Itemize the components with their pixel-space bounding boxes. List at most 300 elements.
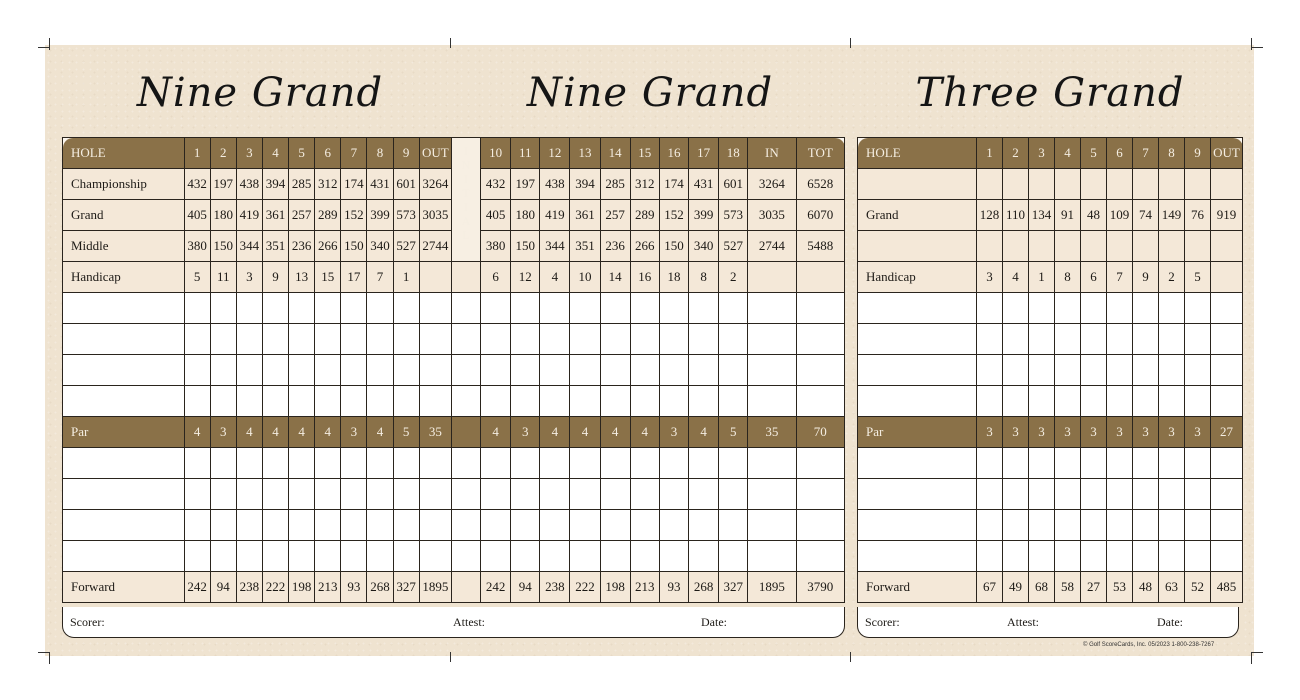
score-cell[interactable] xyxy=(210,510,236,541)
player-name-cell[interactable] xyxy=(63,448,185,479)
score-cell[interactable] xyxy=(1159,324,1185,355)
score-cell[interactable] xyxy=(719,541,748,572)
score-cell[interactable] xyxy=(511,479,540,510)
score-cell[interactable] xyxy=(341,479,367,510)
score-cell[interactable] xyxy=(367,510,393,541)
empty-cell xyxy=(1185,169,1211,200)
score-cell[interactable] xyxy=(719,386,748,417)
yardage-cell: 9 xyxy=(262,262,288,293)
score-cell[interactable] xyxy=(1003,355,1029,386)
score-cell[interactable] xyxy=(1029,541,1055,572)
score-cell[interactable] xyxy=(262,293,288,324)
score-cell[interactable] xyxy=(1029,293,1055,324)
score-cell[interactable] xyxy=(1055,541,1081,572)
score-cell[interactable] xyxy=(1081,479,1107,510)
score-cell[interactable] xyxy=(341,324,367,355)
score-cell[interactable] xyxy=(419,293,451,324)
score-cell[interactable] xyxy=(367,293,393,324)
score-cell[interactable] xyxy=(419,355,451,386)
score-cell[interactable] xyxy=(600,355,630,386)
par-cell: 3 xyxy=(659,417,688,448)
score-cell[interactable] xyxy=(600,510,630,541)
score-cell[interactable] xyxy=(719,479,748,510)
player-name-cell[interactable] xyxy=(63,386,185,417)
score-cell[interactable] xyxy=(1107,324,1133,355)
score-cell[interactable] xyxy=(315,510,341,541)
score-cell[interactable] xyxy=(1159,541,1185,572)
player-name-cell[interactable] xyxy=(63,541,185,572)
score-cell[interactable] xyxy=(689,324,719,355)
score-cell[interactable] xyxy=(570,293,600,324)
score-cell[interactable] xyxy=(1107,293,1133,324)
score-cell[interactable] xyxy=(977,479,1003,510)
score-cell[interactable] xyxy=(236,448,262,479)
score-cell[interactable] xyxy=(1029,448,1055,479)
score-cell[interactable] xyxy=(262,386,288,417)
score-cell[interactable] xyxy=(481,510,511,541)
score-cell[interactable] xyxy=(1055,479,1081,510)
score-cell[interactable] xyxy=(659,293,688,324)
score-cell[interactable] xyxy=(1133,386,1159,417)
yardage-cell: 601 xyxy=(393,169,419,200)
score-cell[interactable] xyxy=(1211,541,1243,572)
score-cell[interactable] xyxy=(540,510,570,541)
score-cell[interactable] xyxy=(600,386,630,417)
score-cell[interactable] xyxy=(289,386,315,417)
player-name-cell[interactable] xyxy=(858,386,977,417)
score-cell[interactable] xyxy=(570,386,600,417)
score-cell[interactable] xyxy=(210,541,236,572)
score-cell[interactable] xyxy=(451,293,480,324)
score-cell[interactable] xyxy=(511,448,540,479)
score-cell[interactable] xyxy=(1003,479,1029,510)
score-cell[interactable] xyxy=(1211,293,1243,324)
yardage-cell: 361 xyxy=(262,200,288,231)
score-cell[interactable] xyxy=(1185,448,1211,479)
crop-mark xyxy=(1251,38,1252,50)
score-cell[interactable] xyxy=(796,510,844,541)
score-cell[interactable] xyxy=(393,448,419,479)
score-cell[interactable] xyxy=(1133,479,1159,510)
score-cell[interactable] xyxy=(1029,479,1055,510)
score-cell[interactable] xyxy=(315,324,341,355)
player-name-cell[interactable] xyxy=(63,479,185,510)
score-cell[interactable] xyxy=(1029,324,1055,355)
score-cell[interactable] xyxy=(367,324,393,355)
score-cell[interactable] xyxy=(289,541,315,572)
score-cell[interactable] xyxy=(630,324,659,355)
score-cell[interactable] xyxy=(1133,293,1159,324)
score-cell[interactable] xyxy=(630,386,659,417)
score-cell[interactable] xyxy=(289,324,315,355)
score-cell[interactable] xyxy=(1081,355,1107,386)
score-cell[interactable] xyxy=(977,510,1003,541)
score-cell[interactable] xyxy=(719,510,748,541)
score-cell[interactable] xyxy=(367,479,393,510)
score-cell[interactable] xyxy=(393,324,419,355)
score-cell[interactable] xyxy=(1211,479,1243,510)
player-name-cell[interactable] xyxy=(858,479,977,510)
score-cell[interactable] xyxy=(419,510,451,541)
score-cell[interactable] xyxy=(977,324,1003,355)
score-cell[interactable] xyxy=(481,293,511,324)
score-cell[interactable] xyxy=(393,510,419,541)
score-cell[interactable] xyxy=(1107,510,1133,541)
score-cell[interactable] xyxy=(1159,355,1185,386)
score-cell[interactable] xyxy=(570,510,600,541)
score-cell[interactable] xyxy=(393,541,419,572)
score-cell[interactable] xyxy=(1003,324,1029,355)
score-cell[interactable] xyxy=(796,324,844,355)
score-cell[interactable] xyxy=(600,541,630,572)
score-cell[interactable] xyxy=(236,386,262,417)
score-cell[interactable] xyxy=(341,541,367,572)
score-cell[interactable] xyxy=(540,541,570,572)
score-cell[interactable] xyxy=(1185,541,1211,572)
score-cell[interactable] xyxy=(451,448,480,479)
score-cell[interactable] xyxy=(511,510,540,541)
score-cell[interactable] xyxy=(236,541,262,572)
score-cell[interactable] xyxy=(1055,510,1081,541)
score-cell[interactable] xyxy=(1185,293,1211,324)
score-cell[interactable] xyxy=(1159,479,1185,510)
score-cell[interactable] xyxy=(1107,479,1133,510)
score-entry-row xyxy=(858,510,1243,541)
score-cell[interactable] xyxy=(748,324,796,355)
score-cell[interactable] xyxy=(719,324,748,355)
score-cell[interactable] xyxy=(262,510,288,541)
yardage-cell: 268 xyxy=(689,572,719,603)
scorer-field[interactable] xyxy=(62,607,453,638)
player-name-cell[interactable] xyxy=(63,293,185,324)
score-cell[interactable] xyxy=(1003,510,1029,541)
score-cell[interactable] xyxy=(210,355,236,386)
score-cell[interactable] xyxy=(1029,510,1055,541)
score-cell[interactable] xyxy=(659,479,688,510)
score-cell[interactable] xyxy=(236,510,262,541)
score-cell[interactable] xyxy=(1029,355,1055,386)
score-cell[interactable] xyxy=(393,386,419,417)
score-cell[interactable] xyxy=(540,386,570,417)
score-cell[interactable] xyxy=(184,479,210,510)
score-cell[interactable] xyxy=(1081,324,1107,355)
score-cell[interactable] xyxy=(540,479,570,510)
score-cell[interactable] xyxy=(1107,541,1133,572)
score-cell[interactable] xyxy=(1003,386,1029,417)
score-cell[interactable] xyxy=(315,541,341,572)
score-cell[interactable] xyxy=(1133,541,1159,572)
score-cell[interactable] xyxy=(570,479,600,510)
score-cell[interactable] xyxy=(184,448,210,479)
player-name-cell[interactable] xyxy=(63,324,185,355)
empty-cell xyxy=(1055,231,1081,262)
score-cell[interactable] xyxy=(511,541,540,572)
score-cell[interactable] xyxy=(210,293,236,324)
score-cell[interactable] xyxy=(451,324,480,355)
score-cell[interactable] xyxy=(451,355,480,386)
score-cell[interactable] xyxy=(977,355,1003,386)
score-cell[interactable] xyxy=(600,479,630,510)
par-cell: 4 xyxy=(262,417,288,448)
score-cell[interactable] xyxy=(1185,386,1211,417)
score-cell[interactable] xyxy=(184,510,210,541)
yardage-cell: 485 xyxy=(1211,572,1243,603)
score-cell[interactable] xyxy=(289,293,315,324)
score-cell[interactable] xyxy=(1211,510,1243,541)
score-cell[interactable] xyxy=(1055,386,1081,417)
score-cell[interactable] xyxy=(796,355,844,386)
score-cell[interactable] xyxy=(289,355,315,386)
score-cell[interactable] xyxy=(341,293,367,324)
score-cell[interactable] xyxy=(1159,293,1185,324)
score-cell[interactable] xyxy=(1003,293,1029,324)
score-cell[interactable] xyxy=(511,355,540,386)
score-cell[interactable] xyxy=(748,510,796,541)
score-cell[interactable] xyxy=(511,324,540,355)
empty-yardage-row xyxy=(858,231,1243,262)
score-cell[interactable] xyxy=(540,355,570,386)
score-cell[interactable] xyxy=(659,324,688,355)
score-cell[interactable] xyxy=(236,479,262,510)
score-cell[interactable] xyxy=(748,293,796,324)
score-cell[interactable] xyxy=(1159,386,1185,417)
score-cell[interactable] xyxy=(630,541,659,572)
par-cell: 3 xyxy=(977,417,1003,448)
score-cell[interactable] xyxy=(977,541,1003,572)
player-name-cell[interactable] xyxy=(858,510,977,541)
score-cell[interactable] xyxy=(719,293,748,324)
score-cell[interactable] xyxy=(367,448,393,479)
score-cell[interactable] xyxy=(184,293,210,324)
score-cell[interactable] xyxy=(748,355,796,386)
yardage-cell: 6528 xyxy=(796,169,844,200)
score-cell[interactable] xyxy=(367,355,393,386)
score-cell[interactable] xyxy=(1107,448,1133,479)
score-cell[interactable] xyxy=(367,386,393,417)
score-cell[interactable] xyxy=(796,293,844,324)
score-cell[interactable] xyxy=(481,386,511,417)
score-cell[interactable] xyxy=(796,541,844,572)
score-cell[interactable] xyxy=(570,355,600,386)
extra-signature-field[interactable] xyxy=(857,607,1239,638)
score-cell[interactable] xyxy=(570,541,600,572)
score-cell[interactable] xyxy=(210,324,236,355)
score-cell[interactable] xyxy=(659,510,688,541)
score-cell[interactable] xyxy=(419,541,451,572)
score-cell[interactable] xyxy=(1081,448,1107,479)
score-cell[interactable] xyxy=(1081,386,1107,417)
player-name-cell[interactable] xyxy=(858,324,977,355)
player-name-cell[interactable] xyxy=(63,355,185,386)
score-entry-row xyxy=(858,541,1243,572)
score-cell[interactable] xyxy=(1081,510,1107,541)
score-cell[interactable] xyxy=(1133,355,1159,386)
score-cell[interactable] xyxy=(630,510,659,541)
score-cell[interactable] xyxy=(451,479,480,510)
score-cell[interactable] xyxy=(1003,541,1029,572)
score-cell[interactable] xyxy=(630,355,659,386)
score-cell[interactable] xyxy=(689,355,719,386)
score-cell[interactable] xyxy=(1029,386,1055,417)
score-cell[interactable] xyxy=(184,355,210,386)
hole-number: 7 xyxy=(341,138,367,169)
score-cell[interactable] xyxy=(630,293,659,324)
score-cell[interactable] xyxy=(600,293,630,324)
score-cell[interactable] xyxy=(367,541,393,572)
score-cell[interactable] xyxy=(719,355,748,386)
score-cell[interactable] xyxy=(1003,448,1029,479)
score-cell[interactable] xyxy=(315,448,341,479)
score-cell[interactable] xyxy=(1055,355,1081,386)
score-cell[interactable] xyxy=(630,448,659,479)
score-cell[interactable] xyxy=(689,510,719,541)
score-cell[interactable] xyxy=(1185,510,1211,541)
score-cell[interactable] xyxy=(1133,324,1159,355)
initial-letter: I xyxy=(463,200,468,214)
score-cell[interactable] xyxy=(796,448,844,479)
score-cell[interactable] xyxy=(236,324,262,355)
score-cell[interactable] xyxy=(419,448,451,479)
score-cell[interactable] xyxy=(1133,510,1159,541)
score-cell[interactable] xyxy=(315,479,341,510)
score-cell[interactable] xyxy=(236,293,262,324)
yardage-cell: 1 xyxy=(1029,262,1055,293)
score-cell[interactable] xyxy=(236,355,262,386)
score-cell[interactable] xyxy=(689,386,719,417)
score-cell[interactable] xyxy=(570,324,600,355)
score-cell[interactable] xyxy=(315,386,341,417)
score-cell[interactable] xyxy=(481,355,511,386)
score-cell[interactable] xyxy=(289,479,315,510)
score-cell[interactable] xyxy=(262,448,288,479)
score-cell[interactable] xyxy=(1211,386,1243,417)
score-cell[interactable] xyxy=(796,479,844,510)
score-cell[interactable] xyxy=(977,293,1003,324)
score-cell[interactable] xyxy=(1185,479,1211,510)
score-cell[interactable] xyxy=(977,386,1003,417)
score-cell[interactable] xyxy=(419,479,451,510)
score-cell[interactable] xyxy=(481,479,511,510)
score-cell[interactable] xyxy=(511,293,540,324)
score-cell[interactable] xyxy=(540,324,570,355)
score-cell[interactable] xyxy=(451,510,480,541)
score-cell[interactable] xyxy=(1211,448,1243,479)
score-cell[interactable] xyxy=(1055,293,1081,324)
score-cell[interactable] xyxy=(1107,386,1133,417)
score-cell[interactable] xyxy=(184,386,210,417)
score-cell[interactable] xyxy=(570,448,600,479)
score-cell[interactable] xyxy=(210,479,236,510)
score-cell[interactable] xyxy=(1159,448,1185,479)
score-cell[interactable] xyxy=(289,448,315,479)
score-cell[interactable] xyxy=(481,541,511,572)
score-entry-row xyxy=(63,541,845,572)
score-cell[interactable] xyxy=(481,324,511,355)
player-name-cell[interactable] xyxy=(858,355,977,386)
score-cell[interactable] xyxy=(393,355,419,386)
score-cell[interactable] xyxy=(210,386,236,417)
score-cell[interactable] xyxy=(184,541,210,572)
score-cell[interactable] xyxy=(1133,448,1159,479)
score-cell[interactable] xyxy=(748,479,796,510)
score-cell[interactable] xyxy=(289,510,315,541)
score-cell[interactable] xyxy=(659,541,688,572)
player-name-cell[interactable] xyxy=(858,541,977,572)
par-cell: 4 xyxy=(289,417,315,448)
yardage-cell: 150 xyxy=(341,231,367,262)
score-cell[interactable] xyxy=(719,448,748,479)
score-cell[interactable] xyxy=(796,386,844,417)
player-name-cell[interactable] xyxy=(858,293,977,324)
yardage-cell: 601 xyxy=(719,169,748,200)
score-cell[interactable] xyxy=(689,448,719,479)
score-cell[interactable] xyxy=(1081,541,1107,572)
score-cell[interactable] xyxy=(1107,355,1133,386)
score-cell[interactable] xyxy=(184,324,210,355)
score-cell[interactable] xyxy=(451,386,480,417)
score-cell[interactable] xyxy=(262,355,288,386)
score-cell[interactable] xyxy=(748,448,796,479)
score-cell[interactable] xyxy=(1081,293,1107,324)
score-cell[interactable] xyxy=(689,541,719,572)
score-cell[interactable] xyxy=(748,386,796,417)
score-cell[interactable] xyxy=(1185,324,1211,355)
score-cell[interactable] xyxy=(600,448,630,479)
score-cell[interactable] xyxy=(262,541,288,572)
yardage-cell: 266 xyxy=(630,231,659,262)
score-cell[interactable] xyxy=(210,448,236,479)
score-cell[interactable] xyxy=(393,479,419,510)
score-cell[interactable] xyxy=(689,479,719,510)
score-cell[interactable] xyxy=(1159,510,1185,541)
score-cell[interactable] xyxy=(540,293,570,324)
par-cell: 3 xyxy=(511,417,540,448)
score-cell[interactable] xyxy=(262,479,288,510)
score-cell[interactable] xyxy=(659,448,688,479)
score-cell[interactable] xyxy=(689,293,719,324)
score-cell[interactable] xyxy=(341,448,367,479)
score-cell[interactable] xyxy=(600,324,630,355)
score-cell[interactable] xyxy=(315,293,341,324)
score-cell[interactable] xyxy=(262,324,288,355)
score-cell[interactable] xyxy=(748,541,796,572)
score-cell[interactable] xyxy=(451,541,480,572)
score-cell[interactable] xyxy=(341,355,367,386)
score-cell[interactable] xyxy=(659,386,688,417)
attest-field[interactable] xyxy=(451,607,845,638)
score-cell[interactable] xyxy=(341,386,367,417)
score-cell[interactable] xyxy=(511,386,540,417)
score-cell[interactable] xyxy=(419,386,451,417)
score-cell[interactable] xyxy=(1055,448,1081,479)
score-cell[interactable] xyxy=(1185,355,1211,386)
score-cell[interactable] xyxy=(1211,324,1243,355)
hole-number: 10 xyxy=(481,138,511,169)
score-cell[interactable] xyxy=(481,448,511,479)
score-cell[interactable] xyxy=(393,293,419,324)
score-cell[interactable] xyxy=(630,479,659,510)
score-cell[interactable] xyxy=(659,355,688,386)
score-cell[interactable] xyxy=(1055,324,1081,355)
score-cell[interactable] xyxy=(540,448,570,479)
player-name-cell[interactable] xyxy=(858,448,977,479)
score-cell[interactable] xyxy=(315,355,341,386)
score-cell[interactable] xyxy=(1211,355,1243,386)
player-name-cell[interactable] xyxy=(63,510,185,541)
score-cell[interactable] xyxy=(419,324,451,355)
score-cell[interactable] xyxy=(977,448,1003,479)
score-cell[interactable] xyxy=(341,510,367,541)
